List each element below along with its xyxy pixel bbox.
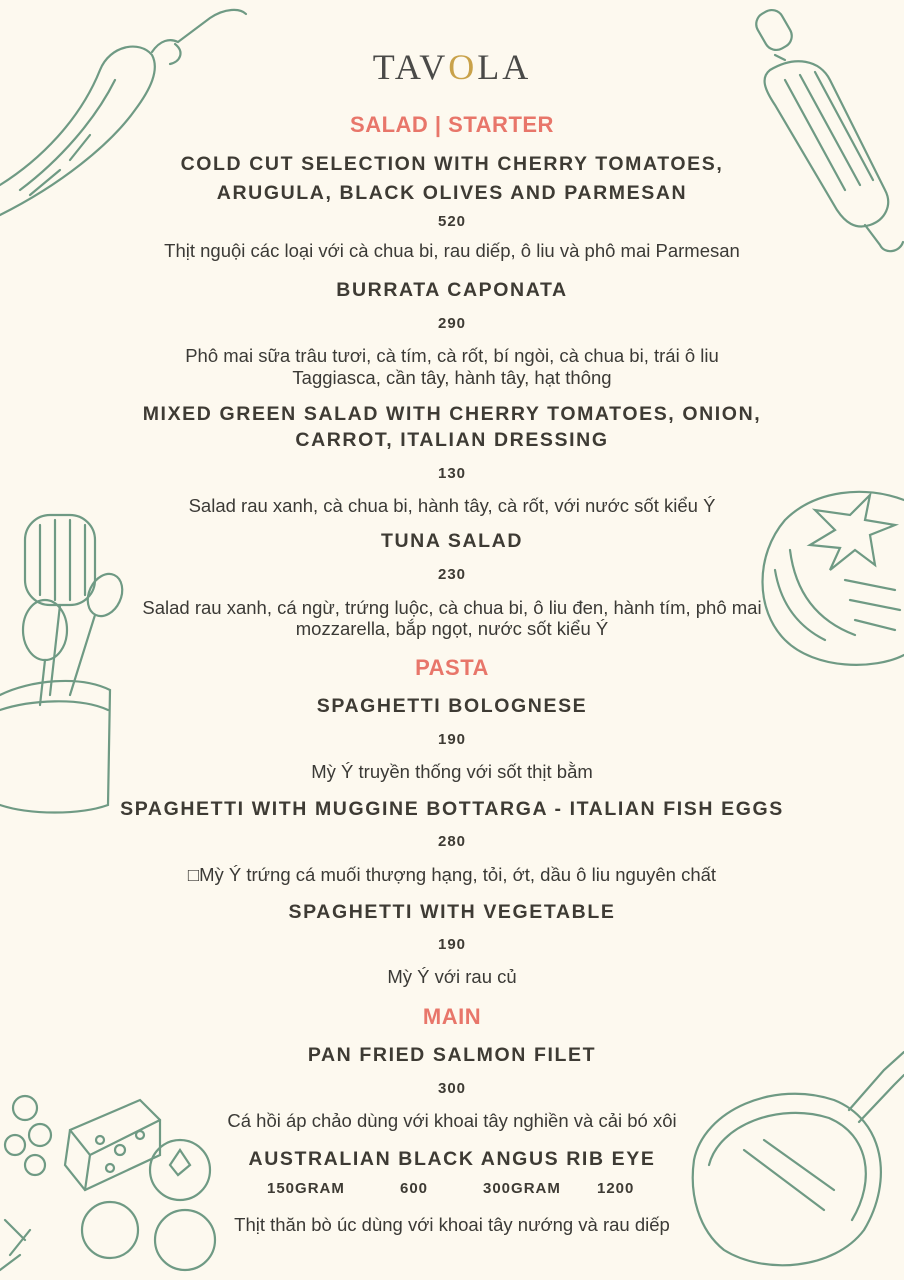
section-title-main: MAIN bbox=[422, 1004, 482, 1029]
dish-name: PAN FRIED SALMON FILET bbox=[307, 1044, 597, 1066]
dish-description: Taggiasca, cần tây, hành tây, hạt thông bbox=[292, 367, 612, 388]
section-title-pasta: PASTA bbox=[415, 655, 489, 680]
dish-description: Mỳ Ý truyền thống với sốt thịt bằm bbox=[311, 761, 593, 782]
dish-price: 190 bbox=[437, 936, 467, 953]
dish-price: 290 bbox=[437, 315, 467, 332]
dish-description: Thịt nguội các loại với cà chua bi, rau diếp, ô liu và phô mai Parmesan bbox=[164, 240, 740, 261]
dish-description: Mỳ Ý với rau củ bbox=[387, 966, 517, 987]
dish-price: 520 bbox=[437, 213, 467, 230]
section-title-salad: SALAD | STARTER bbox=[350, 112, 554, 137]
portion-size: 150GRAM bbox=[267, 1180, 345, 1197]
dish-description: □Mỳ Ý trứng cá muối thượng hạng, tỏi, ớt, dầu ô liu nguyên chất bbox=[187, 864, 717, 885]
dish-price: 230 bbox=[437, 566, 467, 583]
dish-price: 190 bbox=[437, 731, 467, 748]
dish-description: Cá hồi áp chảo dùng với khoai tây nghiền và cải bó xôi bbox=[227, 1110, 677, 1131]
dish-name: ARUGULA, BLACK OLIVES AND PARMESAN bbox=[216, 182, 688, 204]
dish-name: SPAGHETTI BOLOGNESE bbox=[316, 695, 588, 717]
dish-name: TUNA SALAD bbox=[380, 530, 524, 552]
dish-name: BURRATA CAPONATA bbox=[336, 279, 568, 301]
portion-price: 1200 bbox=[597, 1180, 635, 1197]
dish-description: Salad rau xanh, cá ngừ, trứng luộc, cà chua bi, ô liu đen, hành tím, phô mai bbox=[142, 597, 762, 618]
dish-description: Thịt thăn bò úc dùng với khoai tây nướng và rau diếp bbox=[234, 1214, 670, 1235]
dish-description: Phô mai sữa trâu tươi, cà tím, cà rốt, bí ngòi, cà chua bi, trái ô liu bbox=[185, 345, 719, 366]
portion-size: 300GRAM bbox=[483, 1180, 561, 1197]
dish-price: 130 bbox=[437, 465, 467, 482]
dish-description: Salad rau xanh, cà chua bi, hành tây, cà rốt, với nước sốt kiểu Ý bbox=[188, 495, 716, 516]
dish-price: 280 bbox=[437, 833, 467, 850]
dish-name: MIXED GREEN SALAD WITH CHERRY TOMATOES, ONION, bbox=[142, 403, 762, 425]
dish-name: COLD CUT SELECTION WITH CHERRY TOMATOES, bbox=[180, 153, 724, 175]
dish-name: SPAGHETTI WITH MUGGINE BOTTARGA - ITALIAN FISH EGGS bbox=[120, 798, 784, 820]
dish-name: SPAGHETTI WITH VEGETABLE bbox=[288, 901, 616, 923]
dish-name: AUSTRALIAN BLACK ANGUS RIB EYE bbox=[248, 1148, 656, 1170]
portion-price: 600 bbox=[400, 1180, 429, 1197]
dish-name: CARROT, ITALIAN DRESSING bbox=[295, 429, 609, 451]
brand-logo: TAVOLA bbox=[372, 47, 532, 87]
dish-price: 300 bbox=[437, 1080, 467, 1097]
dish-description: mozzarella, bắp ngọt, nước sốt kiểu Ý bbox=[295, 618, 609, 639]
